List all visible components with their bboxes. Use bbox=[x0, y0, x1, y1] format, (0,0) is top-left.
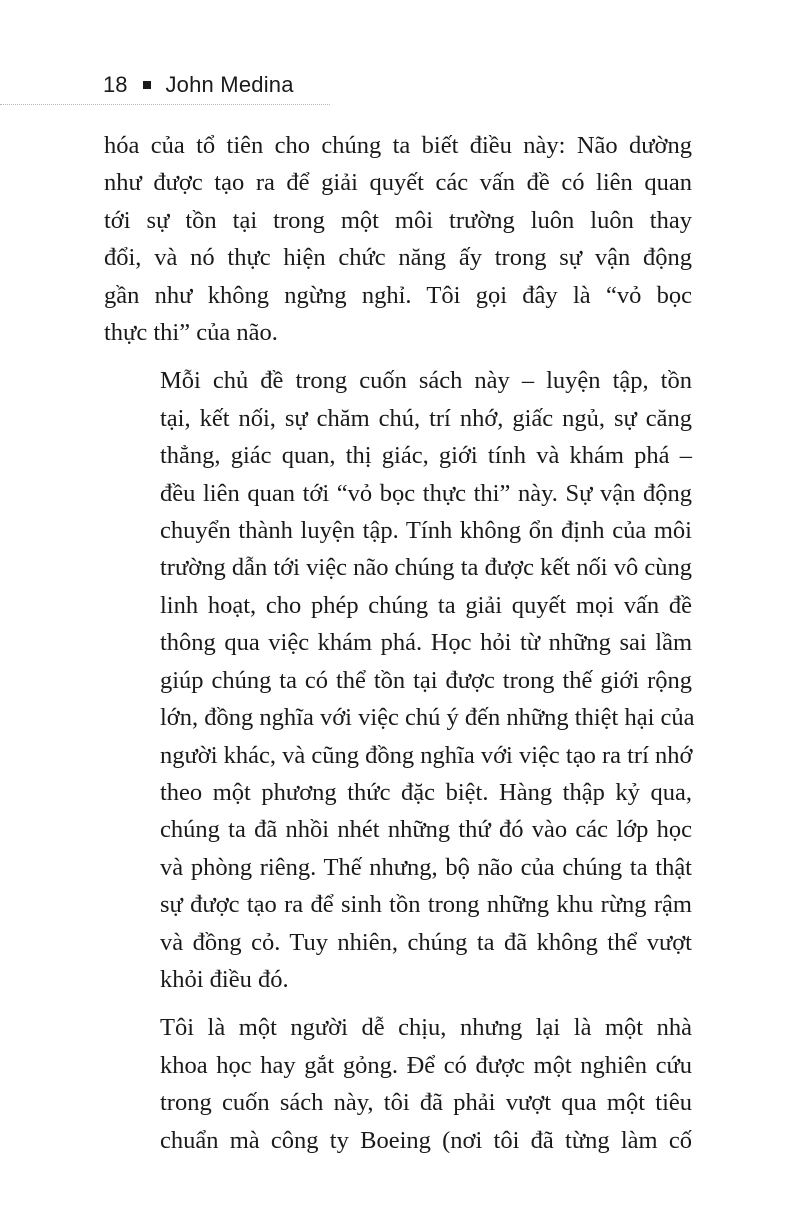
paragraph bbox=[104, 127, 692, 351]
text-line: linh hoạt, cho phép chúng ta giải quyết mọi vấn đề bbox=[160, 591, 692, 619]
text-line: chuyển thành luyện tập. Tính không ổn định của môi bbox=[160, 517, 692, 545]
text-line: giúp chúng ta có thể tồn tại được trong thế giới rộng bbox=[160, 666, 692, 694]
text-line: và đồng cỏ. Tuy nhiên, chúng ta đã không thể vượt bbox=[160, 928, 692, 956]
paragraph bbox=[104, 362, 695, 998]
header-divider bbox=[0, 104, 330, 105]
text-line: chuẩn mà công ty Boeing (nơi tôi đã từng làm cố bbox=[160, 1126, 692, 1154]
body-text bbox=[104, 127, 695, 1159]
page-number: 18 bbox=[103, 72, 128, 97]
text-line: thực thi” của não. bbox=[104, 319, 278, 347]
text-line: chúng ta đã nhồi nhét những thứ đó vào các lớp học bbox=[160, 816, 692, 844]
paragraph bbox=[104, 1009, 692, 1159]
text-line: theo một phương thức đặc biệt. Hàng thập kỷ qua, bbox=[160, 778, 692, 806]
running-head bbox=[103, 72, 294, 98]
text-line: sự được tạo ra để sinh tồn trong những khu rừng rậm bbox=[160, 891, 692, 919]
text-line: người khác, và cũng đồng nghĩa với việc tạo ra trí nhớ bbox=[160, 741, 693, 769]
text-line: hóa của tổ tiên cho chúng ta biết điều này: Não dường bbox=[104, 132, 692, 159]
text-line: tới sự tồn tại trong một môi trường luôn luôn thay bbox=[104, 206, 692, 234]
text-line: như được tạo ra để giải quyết các vấn đề có liên quan bbox=[104, 169, 692, 197]
text-line: tại, kết nối, sự chăm chú, trí nhớ, giấc ngủ, sự căng bbox=[160, 404, 692, 432]
text-line: đều liên quan tới “vỏ bọc thực thi” này. Sự vận động bbox=[160, 479, 692, 507]
square-bullet-icon bbox=[143, 81, 151, 89]
text-line: thẳng, giác quan, thị giác, giới tính và khám phá – bbox=[160, 442, 692, 470]
author-name: John Medina bbox=[165, 72, 294, 97]
text-line: khỏi điều đó. bbox=[160, 965, 289, 993]
text-line: gần như không ngừng nghỉ. Tôi gọi đây là “vỏ bọc bbox=[104, 281, 692, 309]
text-line: khoa học hay gắt gỏng. Để có được một nghiên cứu bbox=[160, 1051, 692, 1079]
text-line: trường dẫn tới việc não chúng ta được kết nối vô cùng bbox=[160, 554, 692, 582]
text-line: Tôi là một người dễ chịu, nhưng lại là một nhà bbox=[160, 1014, 692, 1042]
text-line: lớn, đồng nghĩa với việc chú ý đến những thiệt hại của bbox=[160, 704, 695, 732]
text-line: và phòng riêng. Thế nhưng, bộ não của chúng ta thật bbox=[160, 853, 692, 881]
text-line: đổi, và nó thực hiện chức năng ấy trong sự vận động bbox=[104, 244, 692, 272]
text-line: trong cuốn sách này, tôi đã phải vượt qua một tiêu bbox=[160, 1089, 692, 1117]
text-line: thông qua việc khám phá. Học hỏi từ những sai lầm bbox=[160, 629, 692, 657]
text-line: Mỗi chủ đề trong cuốn sách này – luyện tập, tồn bbox=[160, 367, 692, 395]
